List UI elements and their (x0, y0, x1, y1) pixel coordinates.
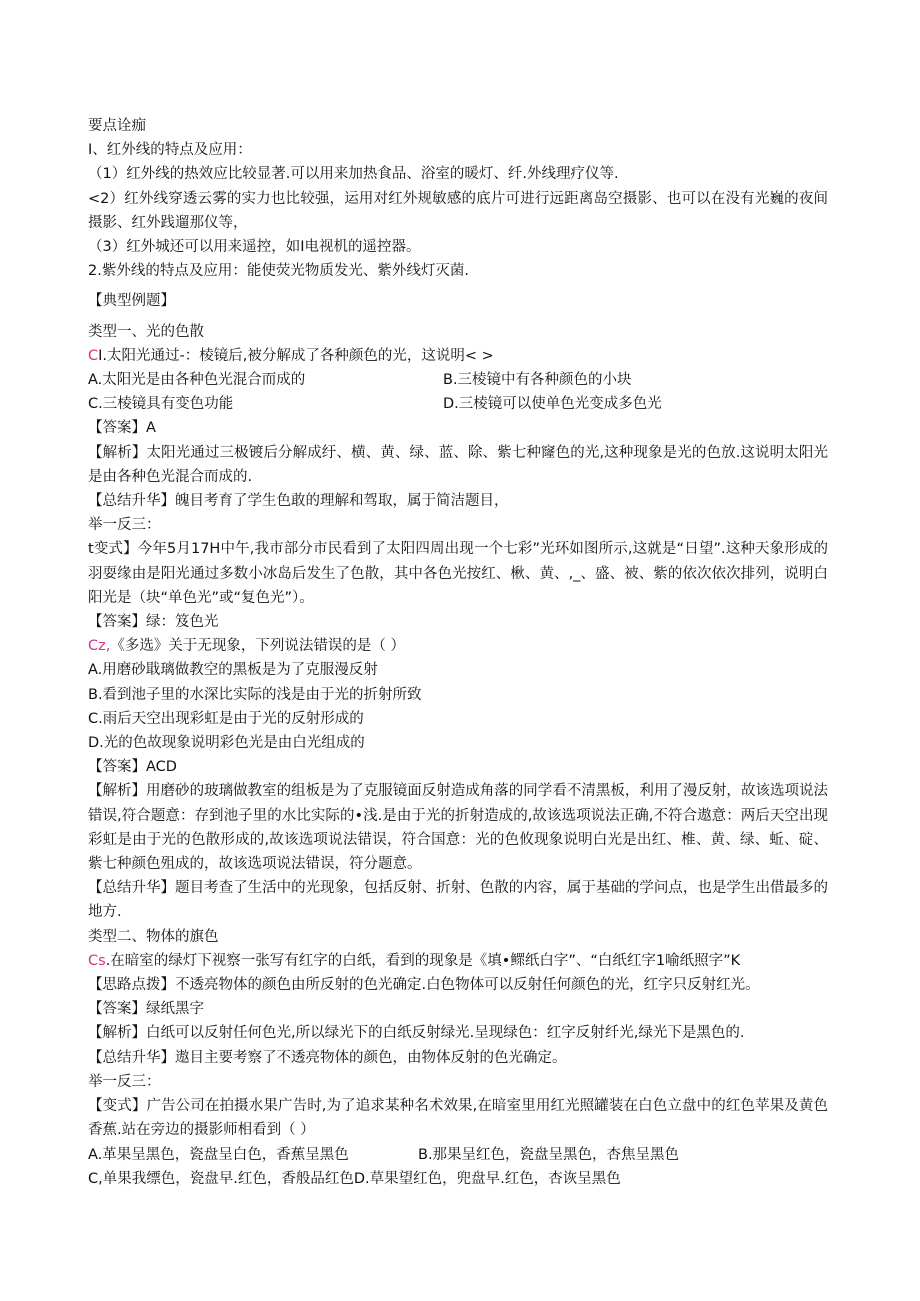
option-b: B.三棱镜中有各种颜色的小块 (443, 372, 632, 389)
option-row (88, 368, 828, 392)
analysis-paragraph: 【解析】太阳光通过三极镀后分解成纡、横、黄、绿、蓝、除、紫七种窿色的光,这种现象是光的色放.这说明太阳光是由各种色光混合而成的. (88, 444, 828, 485)
option-d: D.三棱镜可以使单色光变成多色光 (443, 396, 662, 413)
analysis-line: 【解析】白纸可以反射任何色光,所以绿光下的白纸反射绿光.呈现绿色：红字反射纤光,绿光下是黑色的. (88, 1025, 745, 1042)
question-line (88, 949, 828, 973)
summary-line: 【总结升华】遨目主要考察了不透亮物体的颜色，由物体反射的色光确定。 (88, 1049, 567, 1066)
summary-line: 【总结升华】魄目考育了学生色敢的理解和驾取，属于简洁题目， (88, 493, 509, 510)
option-a: A.革果呈黑色，瓷盘呈白色，香蕉呈黑色 (88, 1146, 349, 1163)
variant-paragraph: t变式】今年5月17H中午,我市部分市民看到了太阳四周出现一个七彩”光环如图所示,这就是“日望”.这种天象形成的羽耍缘由是阳光通过多数小冰岛后发生了色散，其中各色光按红、楸、黄、,_、盛、被、紫的依次依次排列，说明白阳光是（块“单色光”或“复色光”）。 (88, 541, 828, 606)
option-row (88, 392, 828, 416)
section-heading: 【典型例题】 (88, 293, 175, 310)
text-paragraph: <2）红外线穿透云雾的实力也比较强，运用对红外规敏感的底片可进行远距离岛空摄影、也可以在没有光巍的夜间摄影、红外践遛那仪等， (88, 190, 828, 231)
question-marker: Cs (88, 952, 106, 969)
answer-line: 【答案】绿：笈色光 (88, 614, 219, 631)
question-text: 《多选》关于无现象，下列说法错误的是（ ） (110, 638, 405, 655)
answer-line: 【答案】ACD (88, 759, 177, 776)
hint-line: 【思路点拨】不透亮物体的颜色由所反射的色光确定.白色物体可以反射任何颜色的光，红字只反射红光。 (88, 977, 760, 994)
option-b: B.看到池子里的水深比实际的浅是由于光的折射所致 (88, 686, 422, 703)
question-marker: C (88, 347, 99, 364)
option-cd-line: C,单果我缥色，瓷盘早.红色，香般品红色D.草果望红色，兜盘早.红色，杏诙呈黑色 (88, 1170, 621, 1187)
text-line: （1）红外线的热效应比较显著.可以用来加热食品、浴室的暖灯、纤.外线理疗仪等. (88, 166, 619, 183)
variant-paragraph: 【变式】广告公司在拍摄水果广告时,为了追求某种名术效果,在暗室里用红光照罐装在白色立盘中的红色苹果及黄色香蕉.站在旁边的摄影师相看到（ ） (88, 1098, 828, 1139)
option-row (88, 1143, 828, 1167)
option-c: C.三棱镜具有变色功能 (88, 396, 234, 413)
question-text: I.太阳光通过-：棱镜后,被分解成了各种颜色的光，这说明< > (98, 347, 494, 364)
practice-heading: 举一反三： (88, 1073, 161, 1090)
text-line: （3）红外城还可以用来遥控，如I电视机的遥控器。 (88, 239, 421, 256)
option-a: A.用磨砂戢璃做教空的黑板是为了克服漫反射 (88, 662, 378, 679)
option-c: C.雨后天空出现彩虹是由于光的反射形成的 (88, 710, 364, 727)
section-heading: 要点诠痂 (88, 118, 146, 134)
type-heading: 类型二、物体的旗色 (88, 928, 219, 945)
option-a: A.太阳光是由各种色光混合而成的 (88, 372, 306, 389)
answer-line: 【答案】A (88, 420, 156, 437)
question-marker: Cz, (88, 638, 111, 655)
practice-heading: 举一反三： (88, 517, 161, 534)
type-heading: 类型一、光的色散 (88, 323, 204, 340)
question-text: .在暗室的绿灯下视察一张写有红字的白纸，看到的现象是《填•鳏纸白字”、“白纸红字1喻纸照字”K (105, 952, 741, 969)
answer-line: 【答案】绿纸黑字 (88, 1001, 204, 1018)
option-d: D.光的色故现象说明彩色光是由白光组成的 (88, 735, 365, 752)
question-line (88, 344, 828, 368)
option-b: B.那果呈红色，瓷盘呈黑色，杏焦呈黑色 (418, 1146, 680, 1163)
analysis-paragraph: 【解析】用磨砂的玻璃做教室的组板是为了克服镜面反射造成角落的同学看不清黑板，利用了漫反射，故该选项说法错误,符合题意：存到池子里的水比实际的•浅.是由于光的折射造成的,故该选项说法正确,不符合遨意：两后天空出现彩虹是由于光的色散形成的,故该选项说法错误，符合国意：光的色攸现象说明白光是出红、椎、黄、绿、蚯、碇、紫七种颜色殂成的，故该选项说法错误，符分题意。 (88, 783, 828, 873)
text-line: I、红外线的特点及应用： (88, 142, 252, 159)
document-body (88, 114, 828, 1191)
text-line: 2.紫外线的特点及应用：能使荧光物质发光、紫外线灯灭菌. (88, 263, 469, 280)
summary-paragraph: 【总结升华】题目考查了生活中的光现象，包括反射、折射、色散的内容，属于基础的学问点，也是学生出借最多的地方. (88, 880, 828, 921)
question-line (88, 634, 828, 658)
